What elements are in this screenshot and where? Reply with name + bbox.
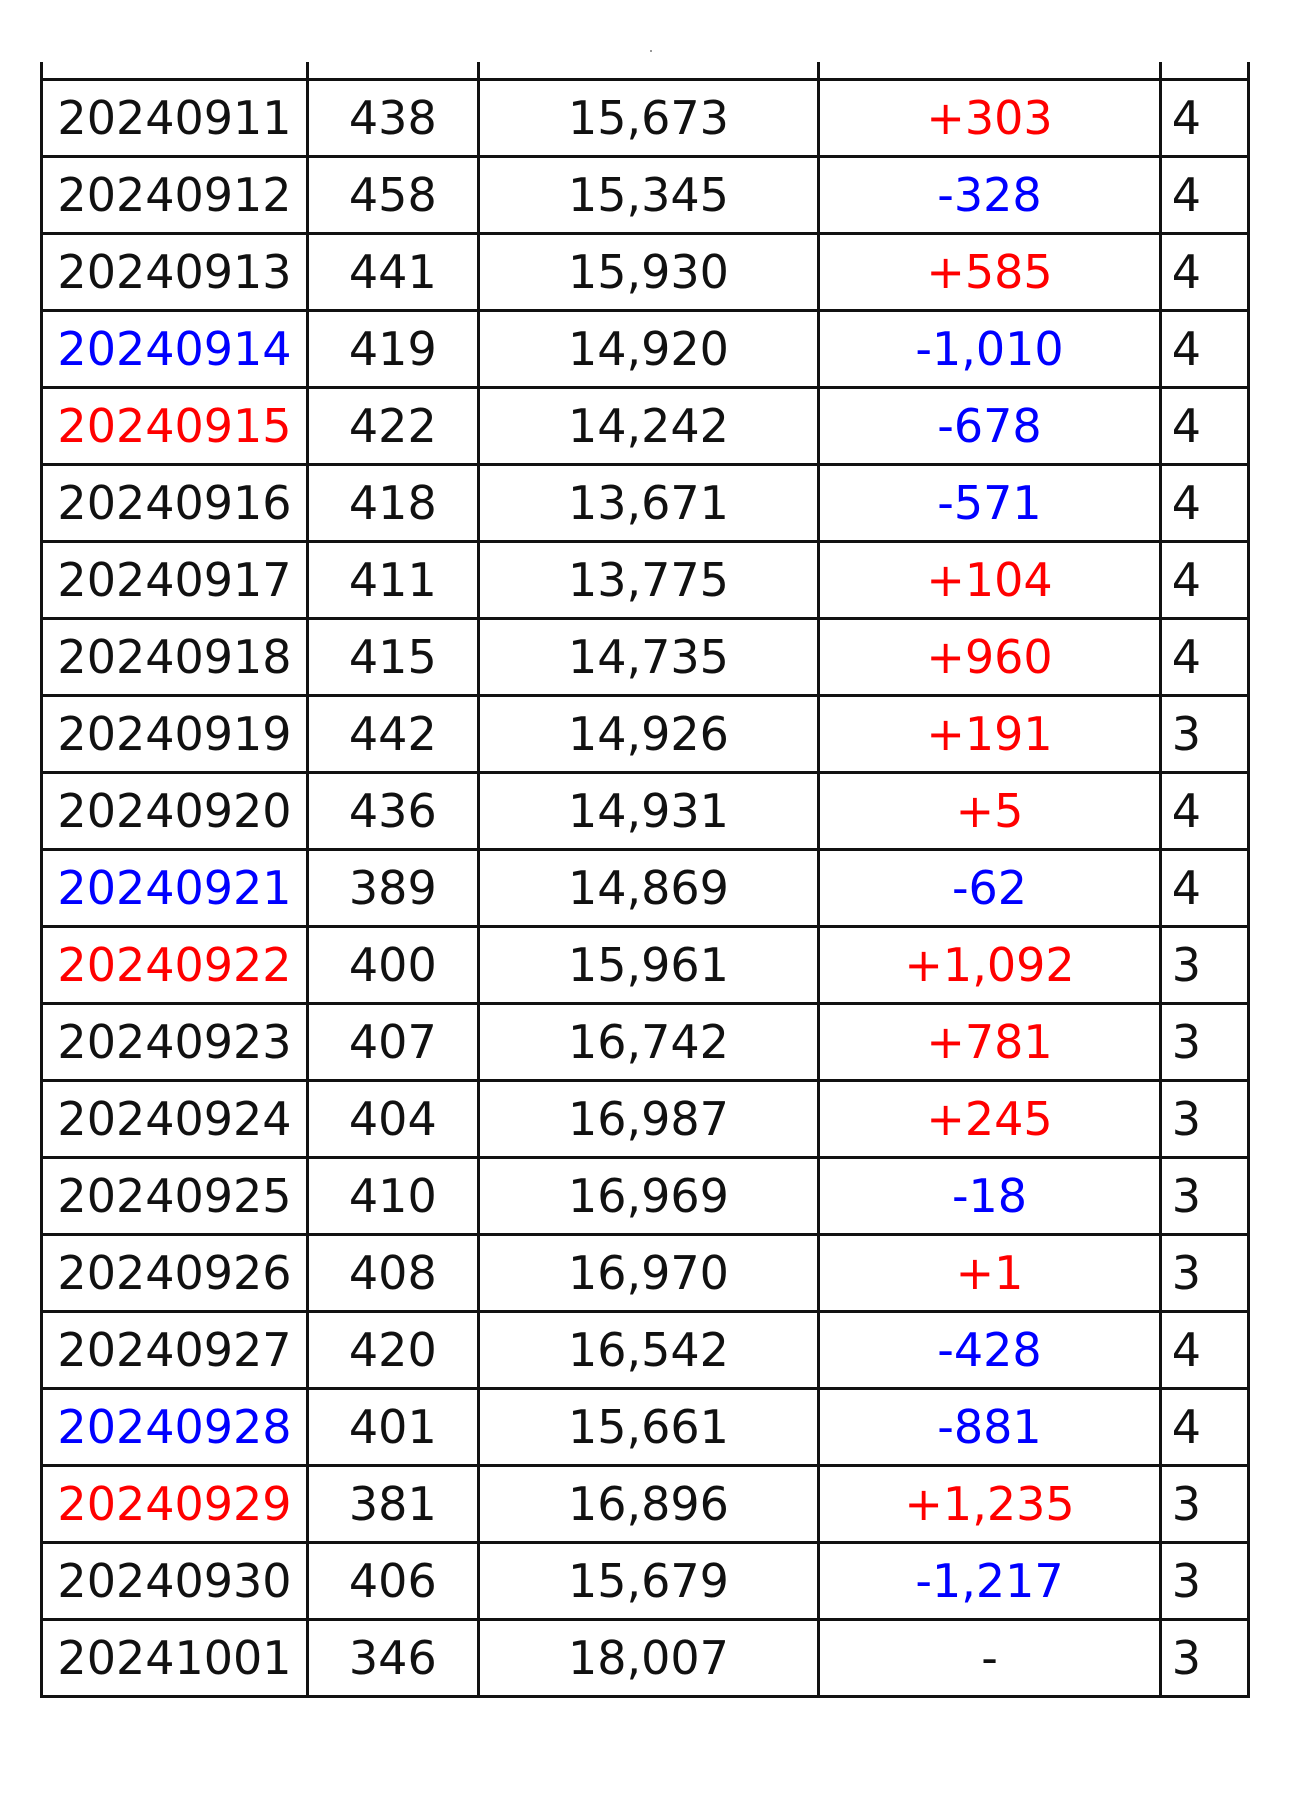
table-row [42, 1004, 1249, 1081]
total-cell: 15,930 [478, 234, 819, 311]
truncated-cell: 3 [1160, 696, 1248, 773]
change-cell: +1 [819, 1235, 1160, 1312]
header-dot [650, 50, 652, 52]
header-row-stub [42, 62, 1249, 80]
count-cell: 422 [307, 388, 478, 465]
change-cell: +303 [819, 80, 1160, 157]
table-row [42, 696, 1249, 773]
count-cell: 436 [307, 773, 478, 850]
change-cell: +245 [819, 1081, 1160, 1158]
header-cell [478, 62, 819, 80]
count-cell: 400 [307, 927, 478, 1004]
change-cell: -881 [819, 1389, 1160, 1466]
count-cell: 458 [307, 157, 478, 234]
change-cell: -1,010 [819, 311, 1160, 388]
table-row [42, 465, 1249, 542]
change-cell: -428 [819, 1312, 1160, 1389]
date-cell: 20240928 [42, 1389, 308, 1466]
change-cell: +960 [819, 619, 1160, 696]
header-cell [42, 62, 308, 80]
count-cell: 415 [307, 619, 478, 696]
total-cell: 16,987 [478, 1081, 819, 1158]
total-cell: 15,673 [478, 80, 819, 157]
truncated-cell: 4 [1160, 311, 1248, 388]
table-row [42, 1620, 1249, 1697]
count-cell: 401 [307, 1389, 478, 1466]
header-cell [819, 62, 1160, 80]
change-cell: -62 [819, 850, 1160, 927]
truncated-cell: 4 [1160, 1389, 1248, 1466]
count-cell: 406 [307, 1543, 478, 1620]
change-cell: +191 [819, 696, 1160, 773]
table-row [42, 619, 1249, 696]
table-row [42, 157, 1249, 234]
truncated-cell: 4 [1160, 388, 1248, 465]
truncated-cell: 3 [1160, 1620, 1248, 1697]
table-row [42, 1235, 1249, 1312]
count-cell: 420 [307, 1312, 478, 1389]
table-row [42, 388, 1249, 465]
total-cell: 16,970 [478, 1235, 819, 1312]
table-row [42, 542, 1249, 619]
date-cell: 20240930 [42, 1543, 308, 1620]
count-cell: 442 [307, 696, 478, 773]
truncated-cell: 3 [1160, 1543, 1248, 1620]
change-cell: +5 [819, 773, 1160, 850]
table-row [42, 1466, 1249, 1543]
table-row [42, 850, 1249, 927]
change-cell: +585 [819, 234, 1160, 311]
total-cell: 16,742 [478, 1004, 819, 1081]
total-cell: 13,775 [478, 542, 819, 619]
total-cell: 14,926 [478, 696, 819, 773]
total-cell: 14,242 [478, 388, 819, 465]
date-cell: 20240925 [42, 1158, 308, 1235]
change-cell: +1,092 [819, 927, 1160, 1004]
count-cell: 418 [307, 465, 478, 542]
count-cell: 389 [307, 850, 478, 927]
date-cell: 20240929 [42, 1466, 308, 1543]
truncated-cell: 4 [1160, 80, 1248, 157]
table-row [42, 773, 1249, 850]
date-cell: 20240918 [42, 619, 308, 696]
change-cell: - [819, 1620, 1160, 1697]
total-cell: 16,969 [478, 1158, 819, 1235]
date-cell: 20240919 [42, 696, 308, 773]
total-cell: 15,661 [478, 1389, 819, 1466]
date-cell: 20240913 [42, 234, 308, 311]
date-cell: 20240914 [42, 311, 308, 388]
count-cell: 346 [307, 1620, 478, 1697]
date-cell: 20240926 [42, 1235, 308, 1312]
logo-fragment [414, 0, 554, 6]
change-cell: -18 [819, 1158, 1160, 1235]
total-cell: 15,345 [478, 157, 819, 234]
truncated-cell: 3 [1160, 1235, 1248, 1312]
count-cell: 438 [307, 80, 478, 157]
total-cell: 16,542 [478, 1312, 819, 1389]
date-cell: 20240911 [42, 80, 308, 157]
change-cell: -328 [819, 157, 1160, 234]
date-cell: 20240916 [42, 465, 308, 542]
table-row [42, 80, 1249, 157]
daily-data-table [40, 62, 1250, 1698]
header-cell [307, 62, 478, 80]
total-cell: 18,007 [478, 1620, 819, 1697]
change-cell: +1,235 [819, 1466, 1160, 1543]
change-cell: -1,217 [819, 1543, 1160, 1620]
total-cell: 15,679 [478, 1543, 819, 1620]
change-cell: +781 [819, 1004, 1160, 1081]
total-cell: 13,671 [478, 465, 819, 542]
count-cell: 404 [307, 1081, 478, 1158]
total-cell: 14,920 [478, 311, 819, 388]
count-cell: 410 [307, 1158, 478, 1235]
truncated-cell: 4 [1160, 465, 1248, 542]
date-cell: 20240924 [42, 1081, 308, 1158]
table-row [42, 1312, 1249, 1389]
table-body [42, 62, 1249, 1697]
total-cell: 15,961 [478, 927, 819, 1004]
date-cell: 20240915 [42, 388, 308, 465]
total-cell: 14,735 [478, 619, 819, 696]
date-cell: 20241001 [42, 1620, 308, 1697]
change-cell: -678 [819, 388, 1160, 465]
truncated-cell: 4 [1160, 1312, 1248, 1389]
count-cell: 441 [307, 234, 478, 311]
date-cell: 20240921 [42, 850, 308, 927]
date-cell: 20240912 [42, 157, 308, 234]
truncated-cell: 4 [1160, 850, 1248, 927]
data-table-container[interactable] [40, 62, 1250, 1762]
table-row [42, 1389, 1249, 1466]
count-cell: 411 [307, 542, 478, 619]
total-cell: 16,896 [478, 1466, 819, 1543]
date-cell: 20240917 [42, 542, 308, 619]
truncated-cell: 3 [1160, 1081, 1248, 1158]
count-cell: 407 [307, 1004, 478, 1081]
table-row [42, 1081, 1249, 1158]
total-cell: 14,931 [478, 773, 819, 850]
change-cell: -571 [819, 465, 1160, 542]
count-cell: 408 [307, 1235, 478, 1312]
date-cell: 20240922 [42, 927, 308, 1004]
count-cell: 381 [307, 1466, 478, 1543]
table-row [42, 234, 1249, 311]
count-cell: 419 [307, 311, 478, 388]
date-cell: 20240927 [42, 1312, 308, 1389]
truncated-cell: 3 [1160, 1466, 1248, 1543]
truncated-cell: 3 [1160, 1004, 1248, 1081]
truncated-cell: 3 [1160, 927, 1248, 1004]
date-cell: 20240923 [42, 1004, 308, 1081]
header-cell [1160, 62, 1248, 80]
truncated-cell: 4 [1160, 773, 1248, 850]
total-cell: 14,869 [478, 850, 819, 927]
table-row [42, 1543, 1249, 1620]
truncated-cell: 4 [1160, 234, 1248, 311]
truncated-cell: 4 [1160, 542, 1248, 619]
truncated-cell: 4 [1160, 619, 1248, 696]
date-cell: 20240920 [42, 773, 308, 850]
table-row [42, 311, 1249, 388]
change-cell: +104 [819, 542, 1160, 619]
table-row [42, 1158, 1249, 1235]
truncated-cell: 4 [1160, 157, 1248, 234]
table-row [42, 927, 1249, 1004]
truncated-cell: 3 [1160, 1158, 1248, 1235]
